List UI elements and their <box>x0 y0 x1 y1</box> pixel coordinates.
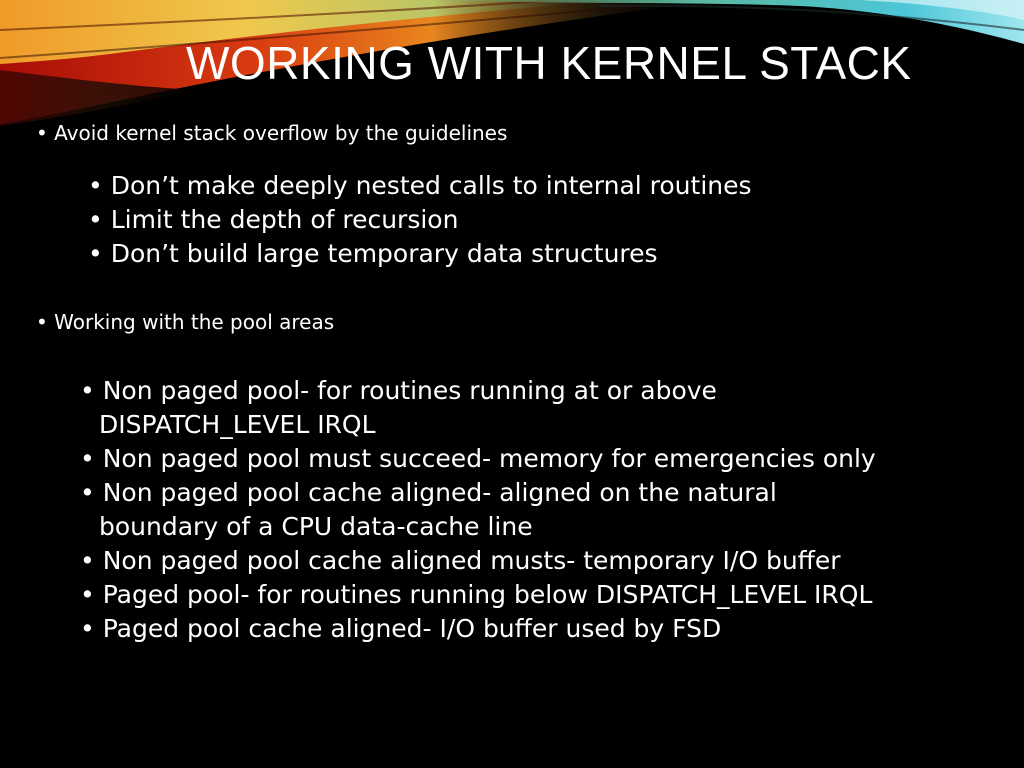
list-item-text: Non paged pool- for routines running at or above <box>102 376 717 405</box>
list-item-continuation: DISPATCH_LEVEL IRQL <box>99 410 376 439</box>
section-heading <box>36 309 334 335</box>
list-item <box>80 612 721 646</box>
list-item-text: Don’t build large temporary data structures <box>110 239 658 268</box>
section-heading-text: Working with the pool areas <box>54 310 335 334</box>
list-item-text: Limit the depth of recursion <box>110 205 459 234</box>
list-item <box>80 374 717 408</box>
bullet-icon: • <box>36 310 48 334</box>
list-item <box>88 203 458 237</box>
slide-title: WORKING WITH KERNEL STACK <box>186 37 912 89</box>
bullet-icon: • <box>80 478 95 507</box>
list-item <box>88 237 658 271</box>
list-item <box>80 544 841 578</box>
list-item-text: Non paged pool must succeed- memory for emergencies only <box>102 444 876 473</box>
list-item <box>80 578 872 612</box>
list-item <box>80 476 777 510</box>
bullet-icon: • <box>80 546 95 575</box>
list-item-text: Paged pool- for routines running below DISPATCH_LEVEL IRQL <box>102 580 873 609</box>
bullet-icon: • <box>88 205 103 234</box>
list-item-continuation: boundary of a CPU data-cache line <box>99 512 533 541</box>
section-heading-text: Avoid kernel stack overflow by the guidelines <box>54 121 508 145</box>
list-item <box>80 442 876 476</box>
list-item-text: Non paged pool cache aligned musts- temporary I/O buffer <box>102 546 841 575</box>
bullet-icon: • <box>36 121 48 145</box>
list-item-text: Don’t make deeply nested calls to internal routines <box>110 171 752 200</box>
bullet-icon: • <box>88 171 103 200</box>
bullet-icon: • <box>80 614 95 643</box>
list-item-text: Paged pool cache aligned- I/O buffer used by FSD <box>102 614 722 643</box>
list-item <box>88 169 752 203</box>
bullet-icon: • <box>80 580 95 609</box>
bullet-icon: • <box>88 239 103 268</box>
list-item-text: Non paged pool cache aligned- aligned on the natural <box>102 478 777 507</box>
section-heading <box>36 120 507 146</box>
bullet-icon: • <box>80 444 95 473</box>
bullet-icon: • <box>80 376 95 405</box>
